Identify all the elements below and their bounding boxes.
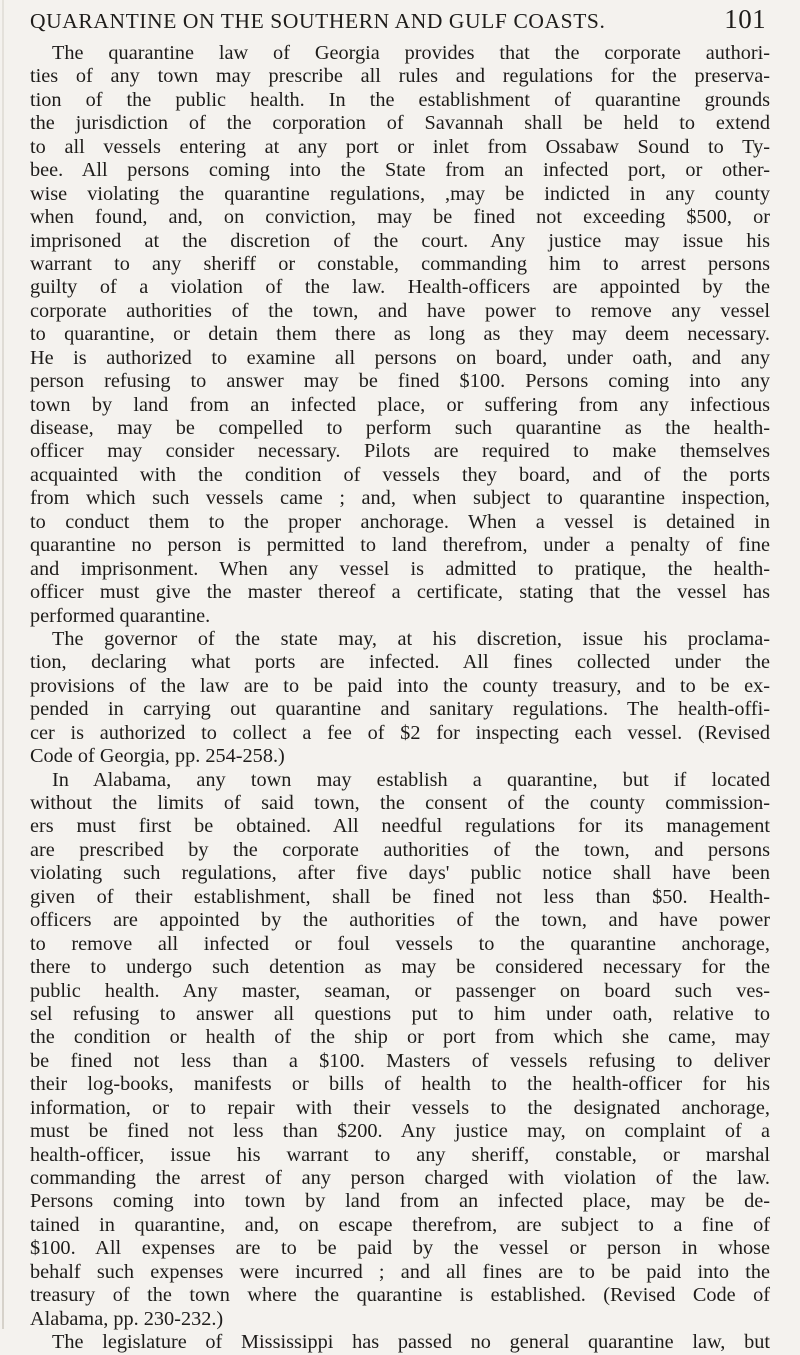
text-line: In Alabama, any town may establish a quarantine, but if located xyxy=(52,768,770,791)
text-line: disease, may be compelled to perform such quarantine as the health- xyxy=(30,417,770,439)
text-line: tion, declaring what ports are infected. All fines collected under the xyxy=(30,651,770,674)
text-line: officer may consider necessary. Pilots are required to make themselves xyxy=(30,440,770,463)
text-line: to all vessels entering at any port or inlet from Ossabaw Sound to Ty- xyxy=(30,135,770,158)
text-line: violating such regulations, after five days' public notice shall have been xyxy=(30,862,770,885)
text-line: officer must give the master thereof a certificate, stating that the vessel has xyxy=(30,581,770,604)
text-line: their log-books, manifests or bills of health to the health-officer for his xyxy=(30,1073,770,1096)
text-line: treasury of the town where the quarantine is established. (Revised Code of xyxy=(30,1284,770,1307)
text-line: must be fined not less than $200. Any justice may, on complaint of a xyxy=(30,1120,770,1143)
body-text xyxy=(30,42,770,1355)
text-line: acquainted with the condition of vessels they board, and of the ports xyxy=(30,463,770,486)
text-line: Alabama, pp. 230-232.) xyxy=(30,1307,224,1330)
text-line: given of their establishment, shall be fined not less than $50. Health- xyxy=(30,885,770,908)
text-line: cer is authorized to collect a fee of $2 for inspecting each vessel. (Revised xyxy=(30,721,770,744)
text-line: The quarantine law of Georgia provides that the corporate authori- xyxy=(52,42,770,64)
text-line: be fined not less than a $100. Masters of vessels refusing to deliver xyxy=(30,1049,770,1072)
text-line: health-officer, issue his warrant to any sheriff, constable, or marshal xyxy=(30,1143,770,1166)
text-line: commanding the arrest of any person charged with violation of the law. xyxy=(30,1167,770,1189)
text-line: He is authorized to examine all persons on board, under oath, and any xyxy=(30,346,770,369)
text-line: provisions of the law are to be paid into the county treasury, and to be ex- xyxy=(30,674,770,697)
text-line: tained in quarantine, and, on escape therefrom, are subject to a fine of xyxy=(30,1213,770,1236)
text-line: are prescribed by the corporate authorities of the town, and persons xyxy=(30,838,770,861)
text-line: to conduct them to the proper anchorage. When a vessel is detained in xyxy=(30,510,770,533)
text-line: town by land from an infected place, or suffering from any infectious xyxy=(30,393,770,416)
text-line: quarantine no person is permitted to land therefrom, under a penalty of fine xyxy=(30,534,770,557)
text-line: information, or to repair with their vessels to the designated anchorage, xyxy=(30,1096,770,1119)
running-head xyxy=(30,4,766,34)
text-line: without the limits of said town, the consent of the county commission- xyxy=(30,792,770,814)
text-line: Code of Georgia, pp. 254-258.) xyxy=(30,745,285,768)
text-line: tion of the public health. In the establishment of quarantine grounds xyxy=(30,88,770,111)
text-line: public health. Any master, seaman, or passenger on board such ves- xyxy=(30,979,770,1002)
text-line: pended in carrying out quarantine and sanitary regulations. The health-offi- xyxy=(30,698,770,721)
text-line: ties of any town may prescribe all rules and regulations for the preserva- xyxy=(30,65,770,88)
text-line: to quarantine, or detain them there as long as they may deem necessary. xyxy=(30,323,770,346)
text-line: the condition or health of the ship or port from which she came, may xyxy=(30,1026,770,1049)
text-line: wise violating the quarantine regulations, ,may be indicted in any county xyxy=(30,182,770,205)
text-line: Persons coming into town by land from an infected place, may be de- xyxy=(30,1190,770,1213)
page-number: 101 xyxy=(724,4,766,34)
text-line: The legislature of Mississippi has passed no general quarantine law, but xyxy=(52,1331,770,1354)
text-line: The governor of the state may, at his discretion, issue his proclama- xyxy=(52,627,770,650)
text-line: and imprisonment. When any vessel is admitted to pratique, the health- xyxy=(30,557,770,580)
text-line: behalf such expenses were incurred ; and all fines are to be paid into the xyxy=(30,1260,770,1283)
text-line: imprisoned at the discretion of the court. Any justice may issue his xyxy=(30,229,770,252)
text-line: bee. All persons coming into the State from an infected port, or other- xyxy=(30,159,770,182)
text-line: guilty of a violation of the law. Health-officers are appointed by the xyxy=(30,276,770,299)
text-line: ers must first be obtained. All needful regulations for its management xyxy=(30,815,770,838)
text-line: from which such vessels came ; and, when subject to quarantine inspection, xyxy=(30,487,770,510)
text-line: when found, and, on conviction, may be fined not exceeding $500, or xyxy=(30,206,770,229)
text-line: person refusing to answer may be fined $100. Persons coming into any xyxy=(30,370,770,393)
text-line: sel refusing to answer all questions put to him under oath, relative to xyxy=(30,1002,770,1025)
text-line: corporate authorities of the town, and have power to remove any vessel xyxy=(30,299,770,322)
text-line: there to undergo such detention as may be considered necessary for the xyxy=(30,956,770,979)
text-line: the jurisdiction of the corporation of Savannah shall be held to extend xyxy=(30,112,770,135)
text-line: officers are appointed by the authorities of the town, and have power xyxy=(30,909,770,932)
text-line: warrant to any sheriff or constable, commanding him to arrest persons xyxy=(30,252,770,275)
page-edge-shadow xyxy=(2,0,4,1329)
running-head-title: QUARANTINE ON THE SOUTHERN AND GULF COASTS. xyxy=(30,9,606,33)
text-line: performed quarantine. xyxy=(30,604,211,627)
text-line: to remove all infected or foul vessels to the quarantine anchorage, xyxy=(30,932,770,955)
text-line: $100. All expenses are to be paid by the vessel or person in whose xyxy=(30,1237,770,1260)
